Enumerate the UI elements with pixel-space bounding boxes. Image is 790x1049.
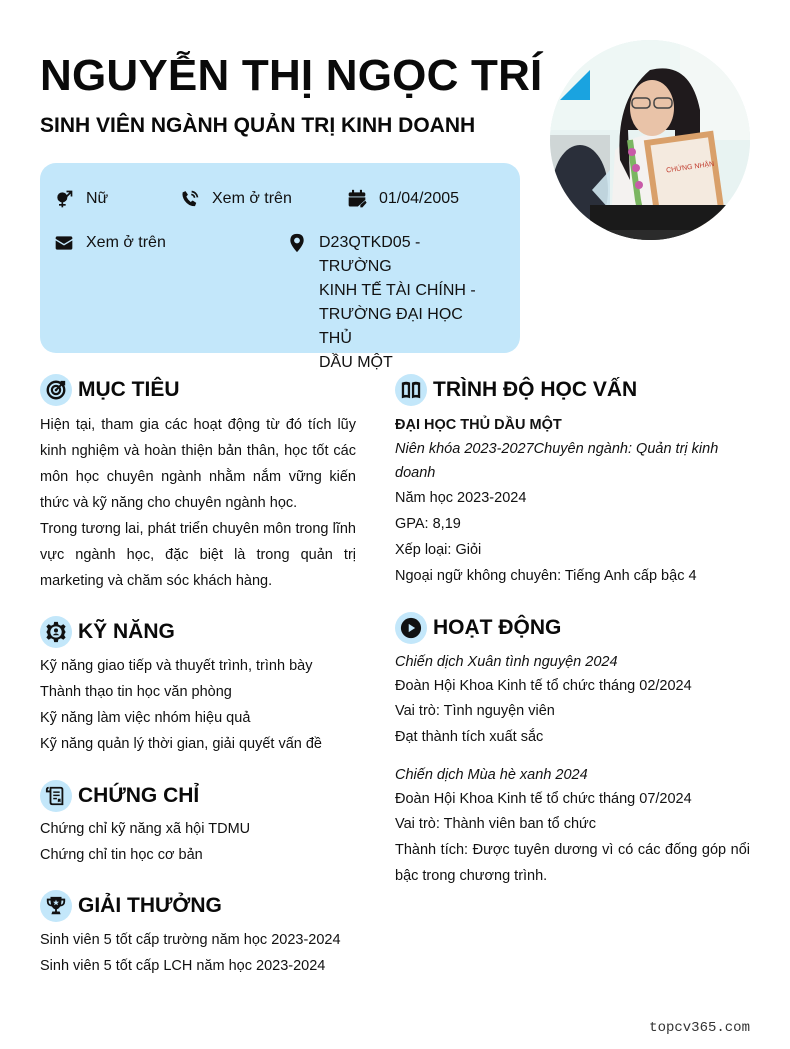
certificates-list [40,816,360,868]
envelope-icon [54,231,76,255]
target-icon [40,374,72,406]
avatar [550,40,750,240]
awards-heading: GIẢI THƯỞNG [40,890,222,922]
candidate-title: SINH VIÊN NGÀNH QUẢN TRỊ KINH DOANH [40,114,476,137]
address-value: D23QTKD05 - TRƯỜNG KINH TẾ TÀI CHÍNH - TRƯỜNG ĐẠI HỌC THỦ DẦU MỘT [319,234,476,371]
contact-info-box [40,163,520,371]
skill-item: Kỹ năng giao tiếp và thuyết trình, trình bày [40,658,313,674]
certificate-item: Chứng chỉ kỹ năng xã hội TDMU [40,821,251,837]
education-subtitle: Niên khóa 2023-2027Chuyên ngành: Quản trị kinh doanh [395,441,719,481]
calendar-icon [347,187,369,211]
svg-text:CHỨNG NHẬN: CHỨNG NHẬN [665,160,715,175]
activity-title: Chiến dịch Mùa hè xanh 2024 [395,767,588,783]
map-pin-icon [287,231,309,255]
skills-heading: KỸ NĂNG [40,616,175,648]
skill-item: Thành thạo tin học văn phòng [40,684,232,700]
activity-entry: Chiến dịch Mùa hè xanh 2024 Đoàn Hội Khoa Kinh tế tổ chức tháng 07/2024 Vai trò: Thành viên ban tổ chức Thành tích: Được tuyên dương vì có các đống góp nổi bậc trong chương trình. [395,763,750,889]
candidate-name: NGUYỄN THỊ NGỌC TRÍ [40,51,543,100]
phone-item [180,187,292,211]
watermark: topcv365.com [649,1020,750,1036]
skill-item: Kỹ năng làm việc nhóm hiệu quả [40,710,251,726]
phone-value: Xem ở trên [212,190,292,207]
gender-icon [54,187,76,211]
certificate-scroll-icon [40,780,72,812]
birthday-item [347,187,459,211]
gender-item [54,187,108,211]
certificate-item: Chứng chỉ tin học cơ bản [40,847,203,863]
skills-list [40,653,360,757]
gender-value: Nữ [86,190,109,207]
play-icon [395,612,427,644]
objective-heading: MỤC TIÊU [40,374,180,406]
award-item: Sinh viên 5 tốt cấp LCH năm học 2023-2024 [40,958,326,974]
gear-user-icon [40,616,72,648]
book-icon [395,374,427,406]
activity-entry: Chiến dịch Xuân tình nguyện 2024 Đoàn Hội Khoa Kinh tế tổ chức tháng 02/2024 Vai trò: Tình nguyện viên Đạt thành tích xuất sắc [395,650,750,751]
email-value: Xem ở trên [86,234,166,251]
school-name: ĐẠI HỌC THỦ DẦU MỘT [395,417,562,433]
birthday-value: 01/04/2005 [379,190,460,207]
activities-heading: HOẠT ĐỘNG [395,612,561,644]
objective-text: Hiện tại, tham gia các hoạt động từ đó tích lũy kinh nghiệm và hoàn thiện bản thân, học tốt các môn học chuyên ngành nhằm nắm vững kiến thức và kỹ năng cho chuyên ngành học. Trong tương lai, phát triển chuyên môn trong lĩnh vực ngành học, đặc biệt là trong quản trị marketing và chăm sóc khách hàng. [40,417,356,589]
email-item [54,231,166,255]
award-item: Sinh viên 5 tốt cấp trường năm học 2023-2024 [40,932,341,948]
education-details: ĐẠI HỌC THỦ DẦU MỘT Niên khóa 2023-2027Chuyên ngành: Quản trị kinh doanh Năm học 2023-2024 GPA: 8,19 Xếp loại: Giỏi Ngoại ngữ không chuyên: Tiếng Anh cấp bậc 4 [395,413,750,589]
avatar-photo [550,40,750,240]
phone-icon [180,187,202,211]
education-heading: TRÌNH ĐỘ HỌC VẤN [395,374,637,406]
certificates-heading: CHỨNG CHỈ [40,780,199,812]
skill-item: Kỹ năng quản lý thời gian, giải quyết vấn đề [40,736,322,752]
trophy-icon [40,890,72,922]
activity-title: Chiến dịch Xuân tình nguyện 2024 [395,654,618,670]
address-item [287,231,494,375]
awards-list [40,927,360,979]
